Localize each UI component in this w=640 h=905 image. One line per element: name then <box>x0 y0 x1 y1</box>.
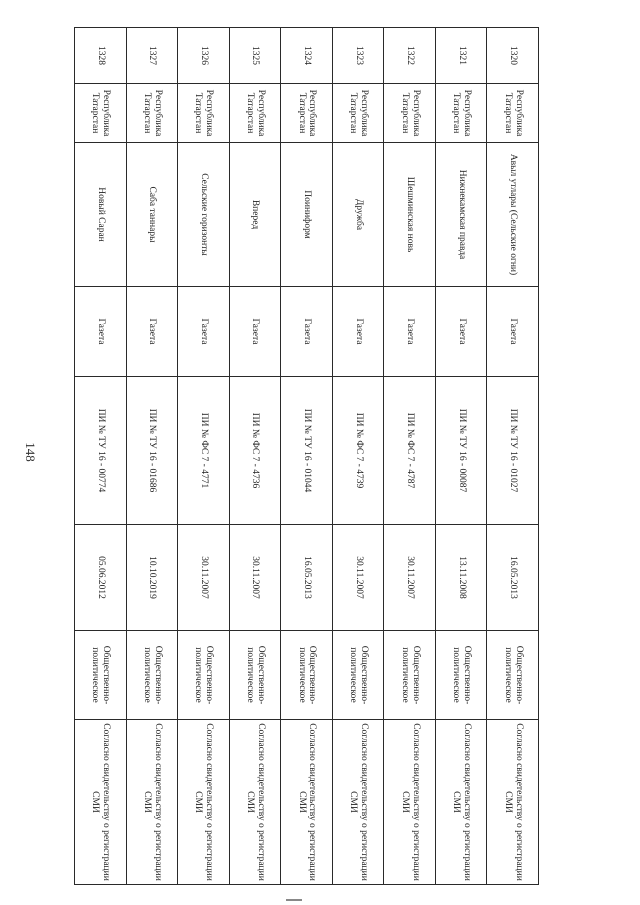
table-row <box>435 28 487 885</box>
media-type-cell: Газета <box>487 287 539 377</box>
rotated-table-container <box>74 27 539 884</box>
specialization-cell: Общественно-политическое <box>281 631 333 720</box>
media-type-cell: Газета <box>332 287 384 377</box>
registration-number-cell: ПИ № ФС 7 - 4736 <box>229 377 281 525</box>
registration-date-cell: 30.11.2007 <box>332 525 384 631</box>
media-name-cell: Нижнекамская правда <box>435 143 487 287</box>
specialization-cell: Общественно-политическое <box>229 631 281 720</box>
media-type-cell: Газета <box>75 287 127 377</box>
region-cell: Республика Татарстан <box>281 84 333 143</box>
registration-number-cell: ПИ № ТУ 16 - 00774 <box>75 377 127 525</box>
basis-cell: Согласно свидетельству о регистрации СМИ <box>487 720 539 885</box>
region-cell: Республика Татарстан <box>332 84 384 143</box>
row-number: 1324 <box>281 28 333 84</box>
row-number: 1320 <box>487 28 539 84</box>
specialization-cell: Общественно-политическое <box>126 631 178 720</box>
row-number: 1325 <box>229 28 281 84</box>
region-cell: Республика Татарстан <box>487 84 539 143</box>
media-name-cell: Вперед <box>229 143 281 287</box>
media-name-cell: Авыл утлары (Сельские огни) <box>487 143 539 287</box>
basis-cell: Согласно свидетельству о регистрации СМИ <box>435 720 487 885</box>
table-row <box>487 28 539 885</box>
table-row <box>178 28 230 885</box>
media-name-cell: Саба таннары <box>126 143 178 287</box>
region-cell: Республика Татарстан <box>126 84 178 143</box>
media-name-cell: Новый Саран <box>75 143 127 287</box>
specialization-cell: Общественно-политическое <box>178 631 230 720</box>
table-row <box>281 28 333 885</box>
table-row <box>75 28 127 885</box>
region-cell: Республика Татарстан <box>229 84 281 143</box>
registration-number-cell: ПИ № ФС 7 - 4787 <box>384 377 436 525</box>
registration-date-cell: 16.05.2013 <box>281 525 333 631</box>
registration-date-cell: 16.05.2013 <box>487 525 539 631</box>
specialization-cell: Общественно-политическое <box>332 631 384 720</box>
specialization-cell: Общественно-политическое <box>435 631 487 720</box>
page-number: 148 <box>23 442 38 462</box>
registration-number-cell: ПИ № ТУ 16 - 01027 <box>487 377 539 525</box>
table-row <box>229 28 281 885</box>
region-cell: Республика Татарстан <box>75 84 127 143</box>
specialization-cell: Общественно-политическое <box>75 631 127 720</box>
media-name-cell: Поиниформ <box>281 143 333 287</box>
registration-date-cell: 05.06.2012 <box>75 525 127 631</box>
basis-cell: Согласно свидетельству о регистрации СМИ <box>126 720 178 885</box>
specialization-cell: Общественно-политическое <box>487 631 539 720</box>
region-cell: Республика Татарстан <box>384 84 436 143</box>
row-number: 1321 <box>435 28 487 84</box>
media-name-cell: Сельские горизонты <box>178 143 230 287</box>
table-row <box>384 28 436 885</box>
scan-artifact <box>286 899 302 901</box>
media-name-cell: Шешминская новь <box>384 143 436 287</box>
media-type-cell: Газета <box>178 287 230 377</box>
registration-date-cell: 30.11.2007 <box>229 525 281 631</box>
row-number: 1323 <box>332 28 384 84</box>
basis-cell: Согласно свидетельству о регистрации СМИ <box>384 720 436 885</box>
registration-number-cell: ПИ № ФС 7 - 4771 <box>178 377 230 525</box>
basis-cell: Согласно свидетельству о регистрации СМИ <box>332 720 384 885</box>
registration-date-cell: 30.11.2007 <box>178 525 230 631</box>
row-number: 1322 <box>384 28 436 84</box>
table-row <box>332 28 384 885</box>
row-number: 1327 <box>126 28 178 84</box>
registration-number-cell: ПИ № ФС 7 - 4739 <box>332 377 384 525</box>
media-registry-table <box>74 27 539 885</box>
media-type-cell: Газета <box>229 287 281 377</box>
region-cell: Республика Татарстан <box>435 84 487 143</box>
media-type-cell: Газета <box>384 287 436 377</box>
basis-cell: Согласно свидетельству о регистрации СМИ <box>75 720 127 885</box>
media-type-cell: Газета <box>126 287 178 377</box>
table-row <box>126 28 178 885</box>
specialization-cell: Общественно-политическое <box>384 631 436 720</box>
registration-number-cell: ПИ № ТУ 16 - 00087 <box>435 377 487 525</box>
registration-date-cell: 10.10.2019 <box>126 525 178 631</box>
registration-number-cell: ПИ № ТУ 16 - 01686 <box>126 377 178 525</box>
region-cell: Республика Татарстан <box>178 84 230 143</box>
registration-date-cell: 30.11.2007 <box>384 525 436 631</box>
media-type-cell: Газета <box>435 287 487 377</box>
media-type-cell: Газета <box>281 287 333 377</box>
basis-cell: Согласно свидетельству о регистрации СМИ <box>281 720 333 885</box>
registration-date-cell: 13.11.2008 <box>435 525 487 631</box>
basis-cell: Согласно свидетельству о регистрации СМИ <box>229 720 281 885</box>
row-number: 1328 <box>75 28 127 84</box>
media-name-cell: Дружба <box>332 143 384 287</box>
basis-cell: Согласно свидетельству о регистрации СМИ <box>178 720 230 885</box>
registration-number-cell: ПИ № ТУ 16 - 01044 <box>281 377 333 525</box>
row-number: 1326 <box>178 28 230 84</box>
